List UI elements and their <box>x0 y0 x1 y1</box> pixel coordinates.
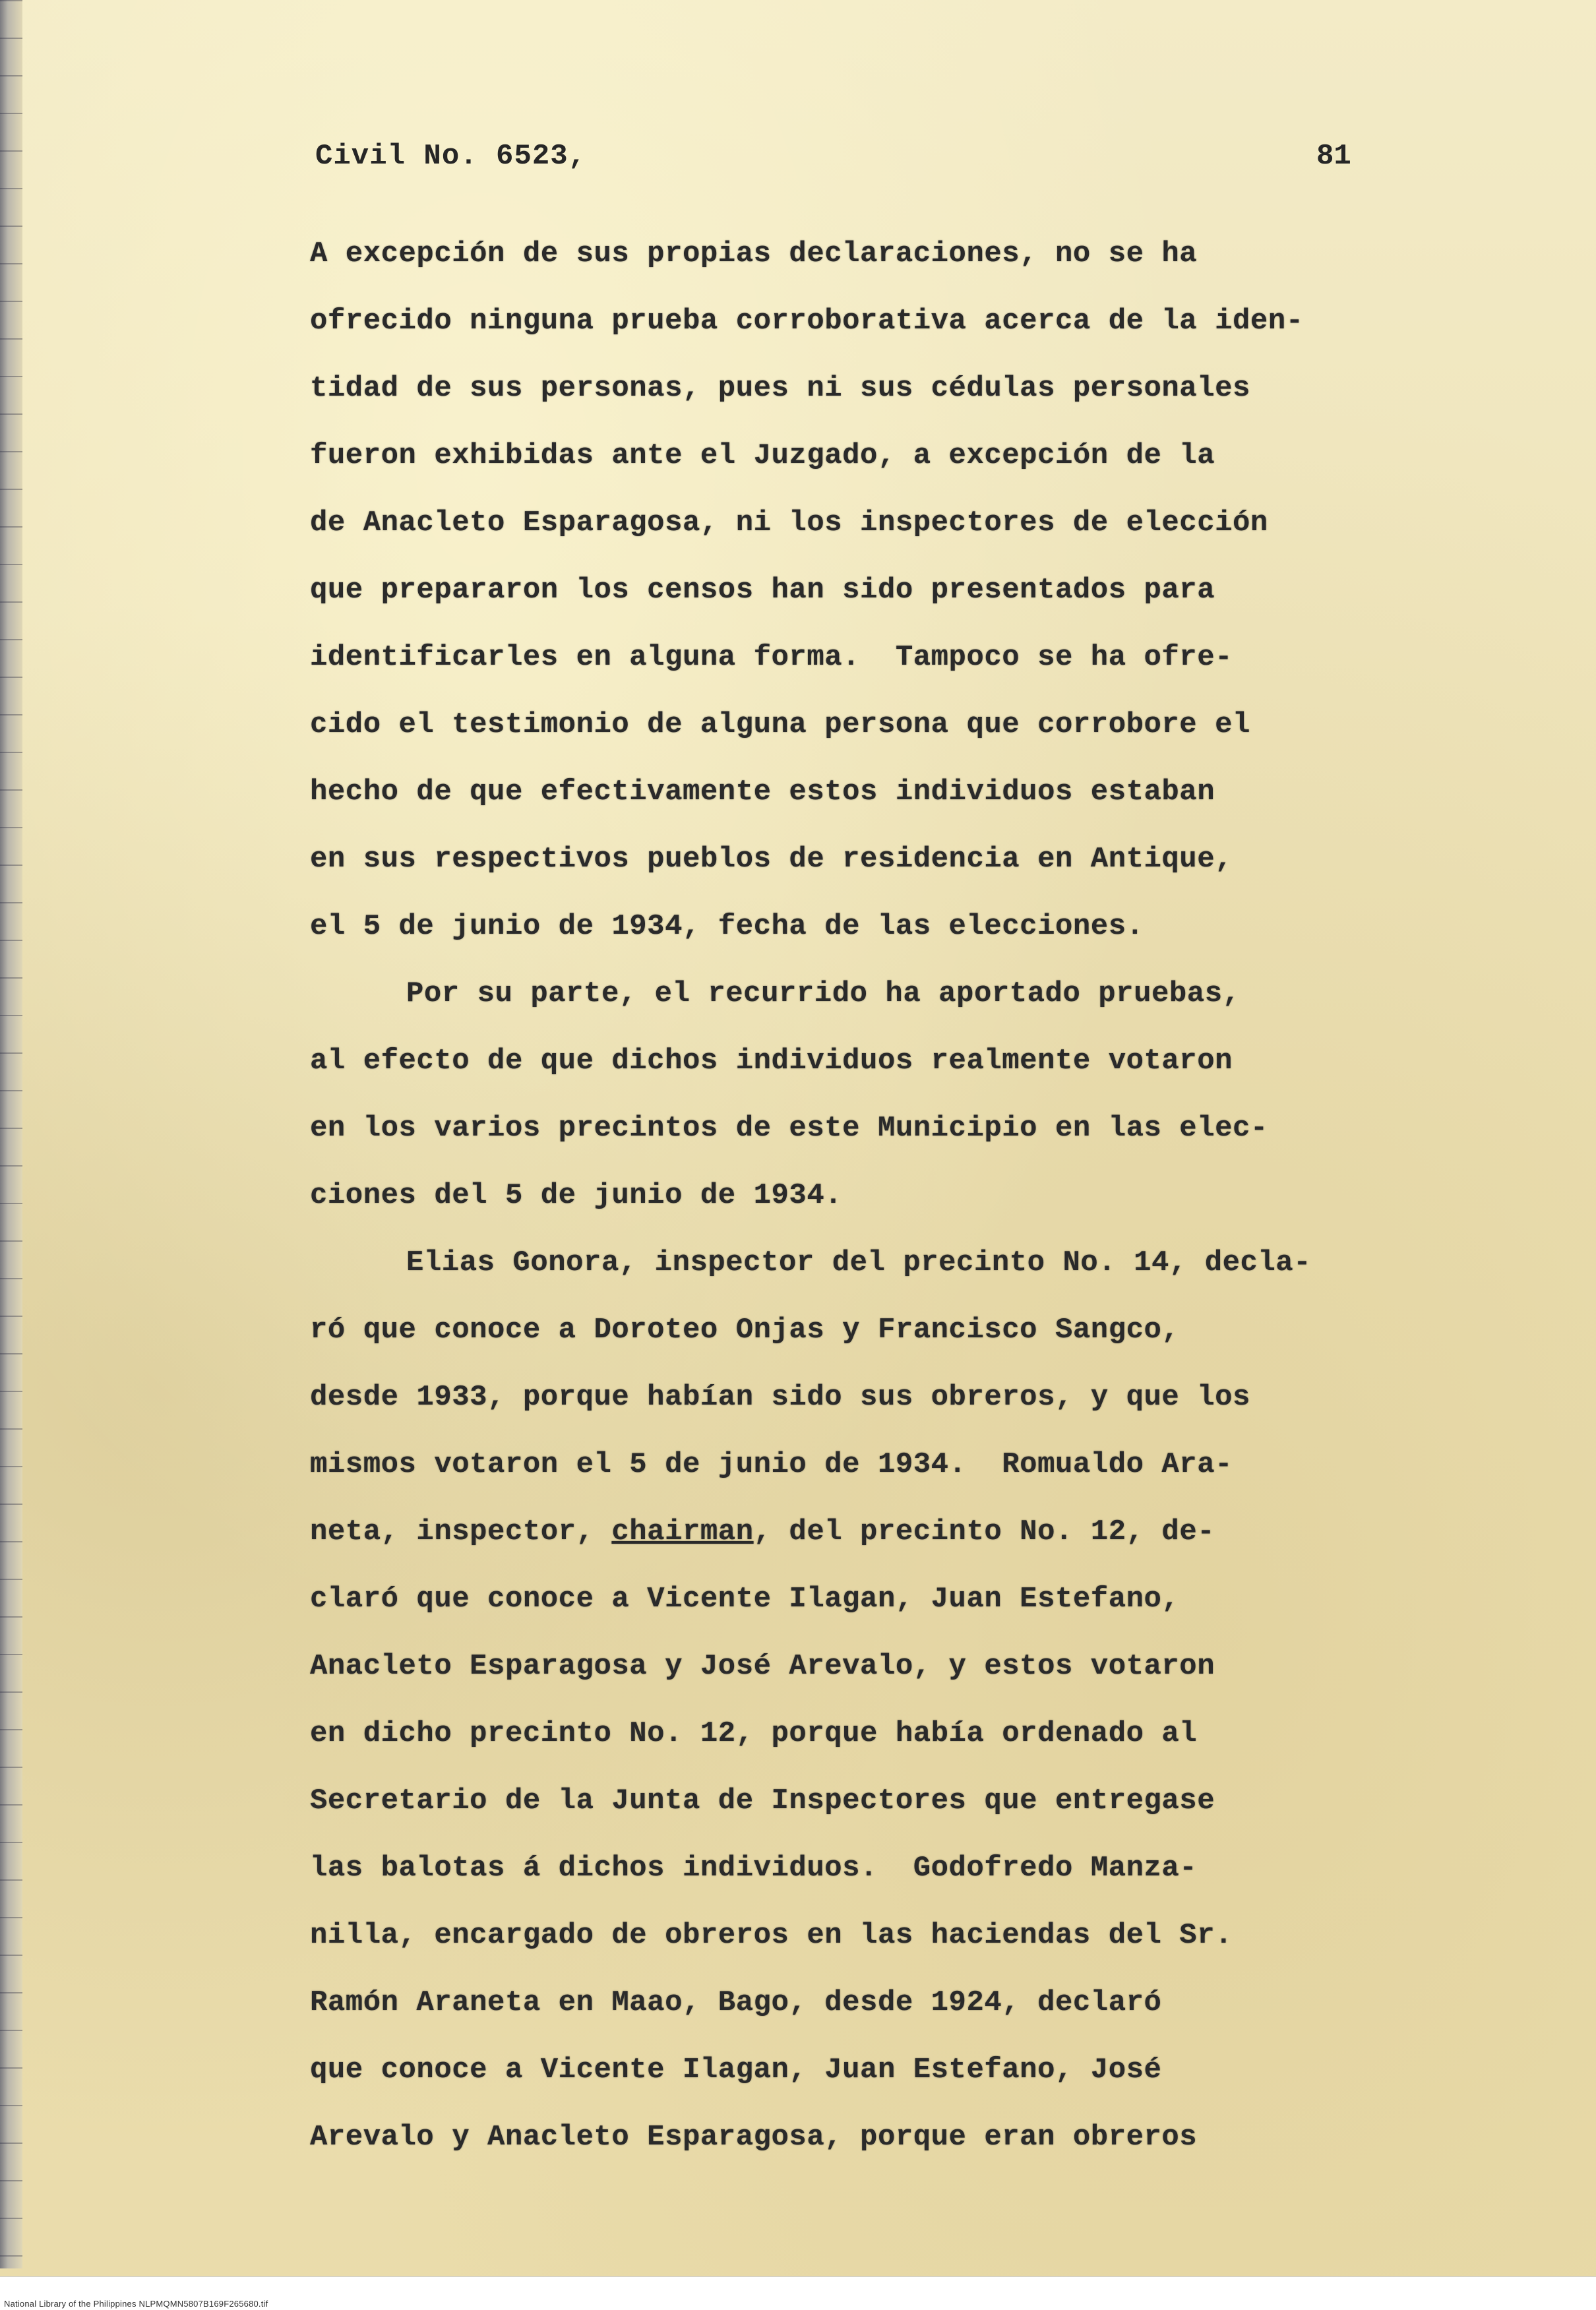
text-line: en dicho precinto No. 12, porque había ordenado al <box>310 1717 1198 1750</box>
text-line: cido el testimonio de alguna persona que corrobore el <box>310 708 1250 741</box>
text-line: Por su parte, el recurrido ha aportado pruebas, <box>406 977 1241 1010</box>
text-line: el 5 de junio de 1934, fecha de las elecciones. <box>310 910 1144 943</box>
text-line: fueron exhibidas ante el Juzgado, a excepción de la <box>310 439 1215 472</box>
binding-marks <box>0 0 22 2268</box>
underlined-word: chairman <box>611 1515 754 1548</box>
text-line: hecho de que efectivamente estos individuos estaban <box>310 775 1215 808</box>
text-line: Elias Gonora, inspector del precinto No. 14, decla- <box>406 1246 1312 1279</box>
text-line: ró que conoce a Doroteo Onjas y Francisco Sangco, <box>310 1314 1180 1347</box>
text-segment: neta, inspector, <box>310 1515 612 1548</box>
text-line: ofrecido ninguna prueba corroborativa acerca de la iden- <box>310 305 1304 338</box>
text-line: Anacleto Esparagosa y José Arevalo, y estos votaron <box>310 1650 1215 1683</box>
text-line: tidad de sus personas, pues ni sus cédulas personales <box>310 372 1250 405</box>
page-number: 81 <box>1316 140 1351 173</box>
text-line: Ramón Araneta en Maao, Bago, desde 1924, declaró <box>310 1986 1162 2019</box>
text-line: en sus respectivos pueblos de residencia en Antique, <box>310 843 1233 876</box>
text-line <box>310 1515 1215 1548</box>
text-line: nilla, encargado de obreros en las haciendas del Sr. <box>310 1919 1233 1952</box>
text-line: que prepararon los censos han sido presentados para <box>310 574 1215 607</box>
text-line: Secretario de la Junta de Inspectores que entregase <box>310 1784 1215 1817</box>
scan-credit: National Library of the Philippines NLPMQMN5807B169F265680.tif <box>4 2299 268 2309</box>
text-line: de Anacleto Esparagosa, ni los inspectores de elección <box>310 506 1268 539</box>
text-line: identificarles en alguna forma. Tampoco se ha ofre- <box>310 641 1233 674</box>
text-line: claró que conoce a Vicente Ilagan, Juan Estefano, <box>310 1583 1180 1616</box>
text-line: ciones del 5 de junio de 1934. <box>310 1179 843 1212</box>
text-line: mismos votaron el 5 de junio de 1934. Romualdo Ara- <box>310 1448 1233 1481</box>
text-line: desde 1933, porque habían sido sus obreros, y que los <box>310 1381 1250 1414</box>
text-line: que conoce a Vicente Ilagan, Juan Estefano, José <box>310 2053 1162 2086</box>
text-line: Arevalo y Anacleto Esparagosa, porque eran obreros <box>310 2121 1198 2154</box>
text-segment: , del precinto No. 12, de- <box>753 1515 1215 1548</box>
text-line: las balotas á dichos individuos. Godofredo Manza- <box>310 1852 1198 1885</box>
text-line: en los varios precintos de este Municipio en las elec- <box>310 1112 1268 1145</box>
text-line: al efecto de que dichos individuos realmente votaron <box>310 1045 1233 1078</box>
text-line: A excepción de sus propias declaraciones, no se ha <box>310 237 1198 270</box>
case-number: Civil No. 6523, <box>315 140 587 173</box>
